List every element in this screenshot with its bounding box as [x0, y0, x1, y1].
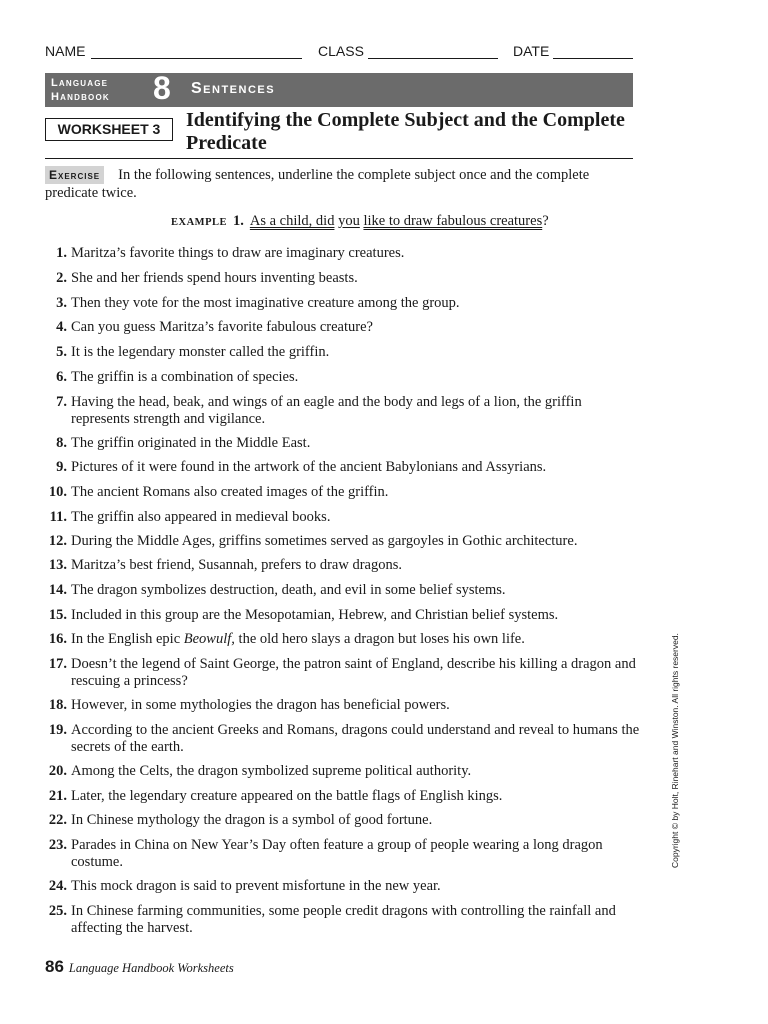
- handbook-label: Language Handbook: [51, 77, 110, 103]
- name-line: [91, 58, 302, 59]
- list-item: 11. The griffin also appeared in medieval books.: [49, 509, 331, 525]
- list-item: 25. In Chinese farming communities, some people credit dragons with controlling the rainfall and affecting the harvest.: [48, 903, 616, 936]
- list-item: 21. Later, the legendary creature appeared on the battle flags of English kings.: [48, 788, 503, 804]
- example-predicate-part2: like to draw fabulous creatures: [363, 213, 543, 229]
- instructions-text: In the following sentences, underline the complete subject once and the complete predicate twice.: [45, 167, 590, 201]
- list-item: 6. The griffin is a combination of species.: [56, 369, 299, 385]
- exercise-instructions: [45, 166, 635, 202]
- list-item: 4. Can you guess Maritza’s favorite fabulous creature?: [56, 319, 373, 335]
- list-item: 14. The dragon symbolizes destruction, death, and evil in some belief systems.: [48, 582, 506, 598]
- list-item: 10. The ancient Romans also created images of the griffin.: [48, 484, 389, 500]
- list-item: 1. Maritza’s favorite things to draw are imaginary creatures.: [56, 245, 405, 261]
- chapter-number: 8: [153, 70, 171, 106]
- list-item: 19. According to the ancient Greeks and Romans, dragons could understand and reveal to humans the secrets of the earth.: [48, 722, 640, 755]
- list-item: 3. Then they vote for the most imaginative creature among the group.: [56, 295, 460, 311]
- list-item: 20. Among the Celts, the dragon symbolized supreme political authority.: [48, 763, 472, 779]
- example-predicate-part1: As a child, did: [249, 213, 335, 229]
- list-item: 23. Parades in China on New Year’s Day often feature a group of people wearing a long dragon costume.: [48, 837, 603, 870]
- date-label: DATE: [513, 43, 550, 59]
- list-item: 13. Maritza’s best friend, Susannah, prefers to draw dragons.: [48, 557, 402, 573]
- worksheet-title: Identifying the Complete Subject and the Complete Predicate: [186, 109, 625, 154]
- example-sentence: EXAMPLE 1. As a child, did you like to draw fabulous creatures?: [171, 213, 549, 229]
- page-number: 86: [45, 957, 64, 976]
- list-item: 9. Pictures of it were found in the artwork of the ancient Babylonians and Assyrians.: [56, 459, 547, 475]
- list-item: 24. This mock dragon is said to prevent misfortune in the new year.: [48, 878, 441, 894]
- page-footer: [45, 957, 234, 977]
- example-label: EXAMPLE: [171, 217, 227, 228]
- example-subject: you: [338, 213, 360, 229]
- title-divider: [45, 158, 633, 159]
- list-item: 15. Included in this group are the Mesopotamian, Hebrew, and Christian belief systems.: [48, 607, 559, 623]
- class-label: CLASS: [318, 43, 364, 59]
- list-item: 17. Doesn’t the legend of Saint George, the patron saint of England, describe his killing a dragon and rescuing a princess?: [48, 656, 636, 689]
- list-item: 2. She and her friends spend hours inventing beasts.: [56, 270, 358, 286]
- list-item: 8. The griffin originated in the Middle East.: [56, 435, 311, 451]
- date-line: [553, 58, 633, 59]
- worksheet-label: WORKSHEET 3: [45, 118, 173, 141]
- list-item: 12. During the Middle Ages, griffins sometimes served as gargoyles in Gothic architecture.: [48, 533, 578, 549]
- list-item: 22. In Chinese mythology the dragon is a symbol of good fortune.: [48, 812, 433, 828]
- chapter-banner: [45, 70, 633, 107]
- list-item: 16. In the English epic Beowulf, the old hero slays a dragon but loses his own life.: [48, 631, 525, 647]
- footer-title: Language Handbook Worksheets: [68, 961, 234, 975]
- class-line: [368, 58, 498, 59]
- list-item: 18. However, in some mythologies the dragon has beneficial powers.: [48, 697, 450, 713]
- list-item: 7. Having the head, beak, and wings of an eagle and the body and legs of a lion, the griffin represents strength and vigilance.: [56, 394, 582, 427]
- copyright-notice: Copyright © by Holt, Rinehart and Winston. All rights reserved.: [670, 633, 680, 868]
- exercise-tag: Exercise: [45, 166, 104, 184]
- example-number: 1.: [233, 213, 244, 229]
- name-label: NAME: [45, 43, 86, 59]
- list-item: 5. It is the legendary monster called the griffin.: [56, 344, 330, 360]
- section-title: Sentences: [191, 80, 276, 97]
